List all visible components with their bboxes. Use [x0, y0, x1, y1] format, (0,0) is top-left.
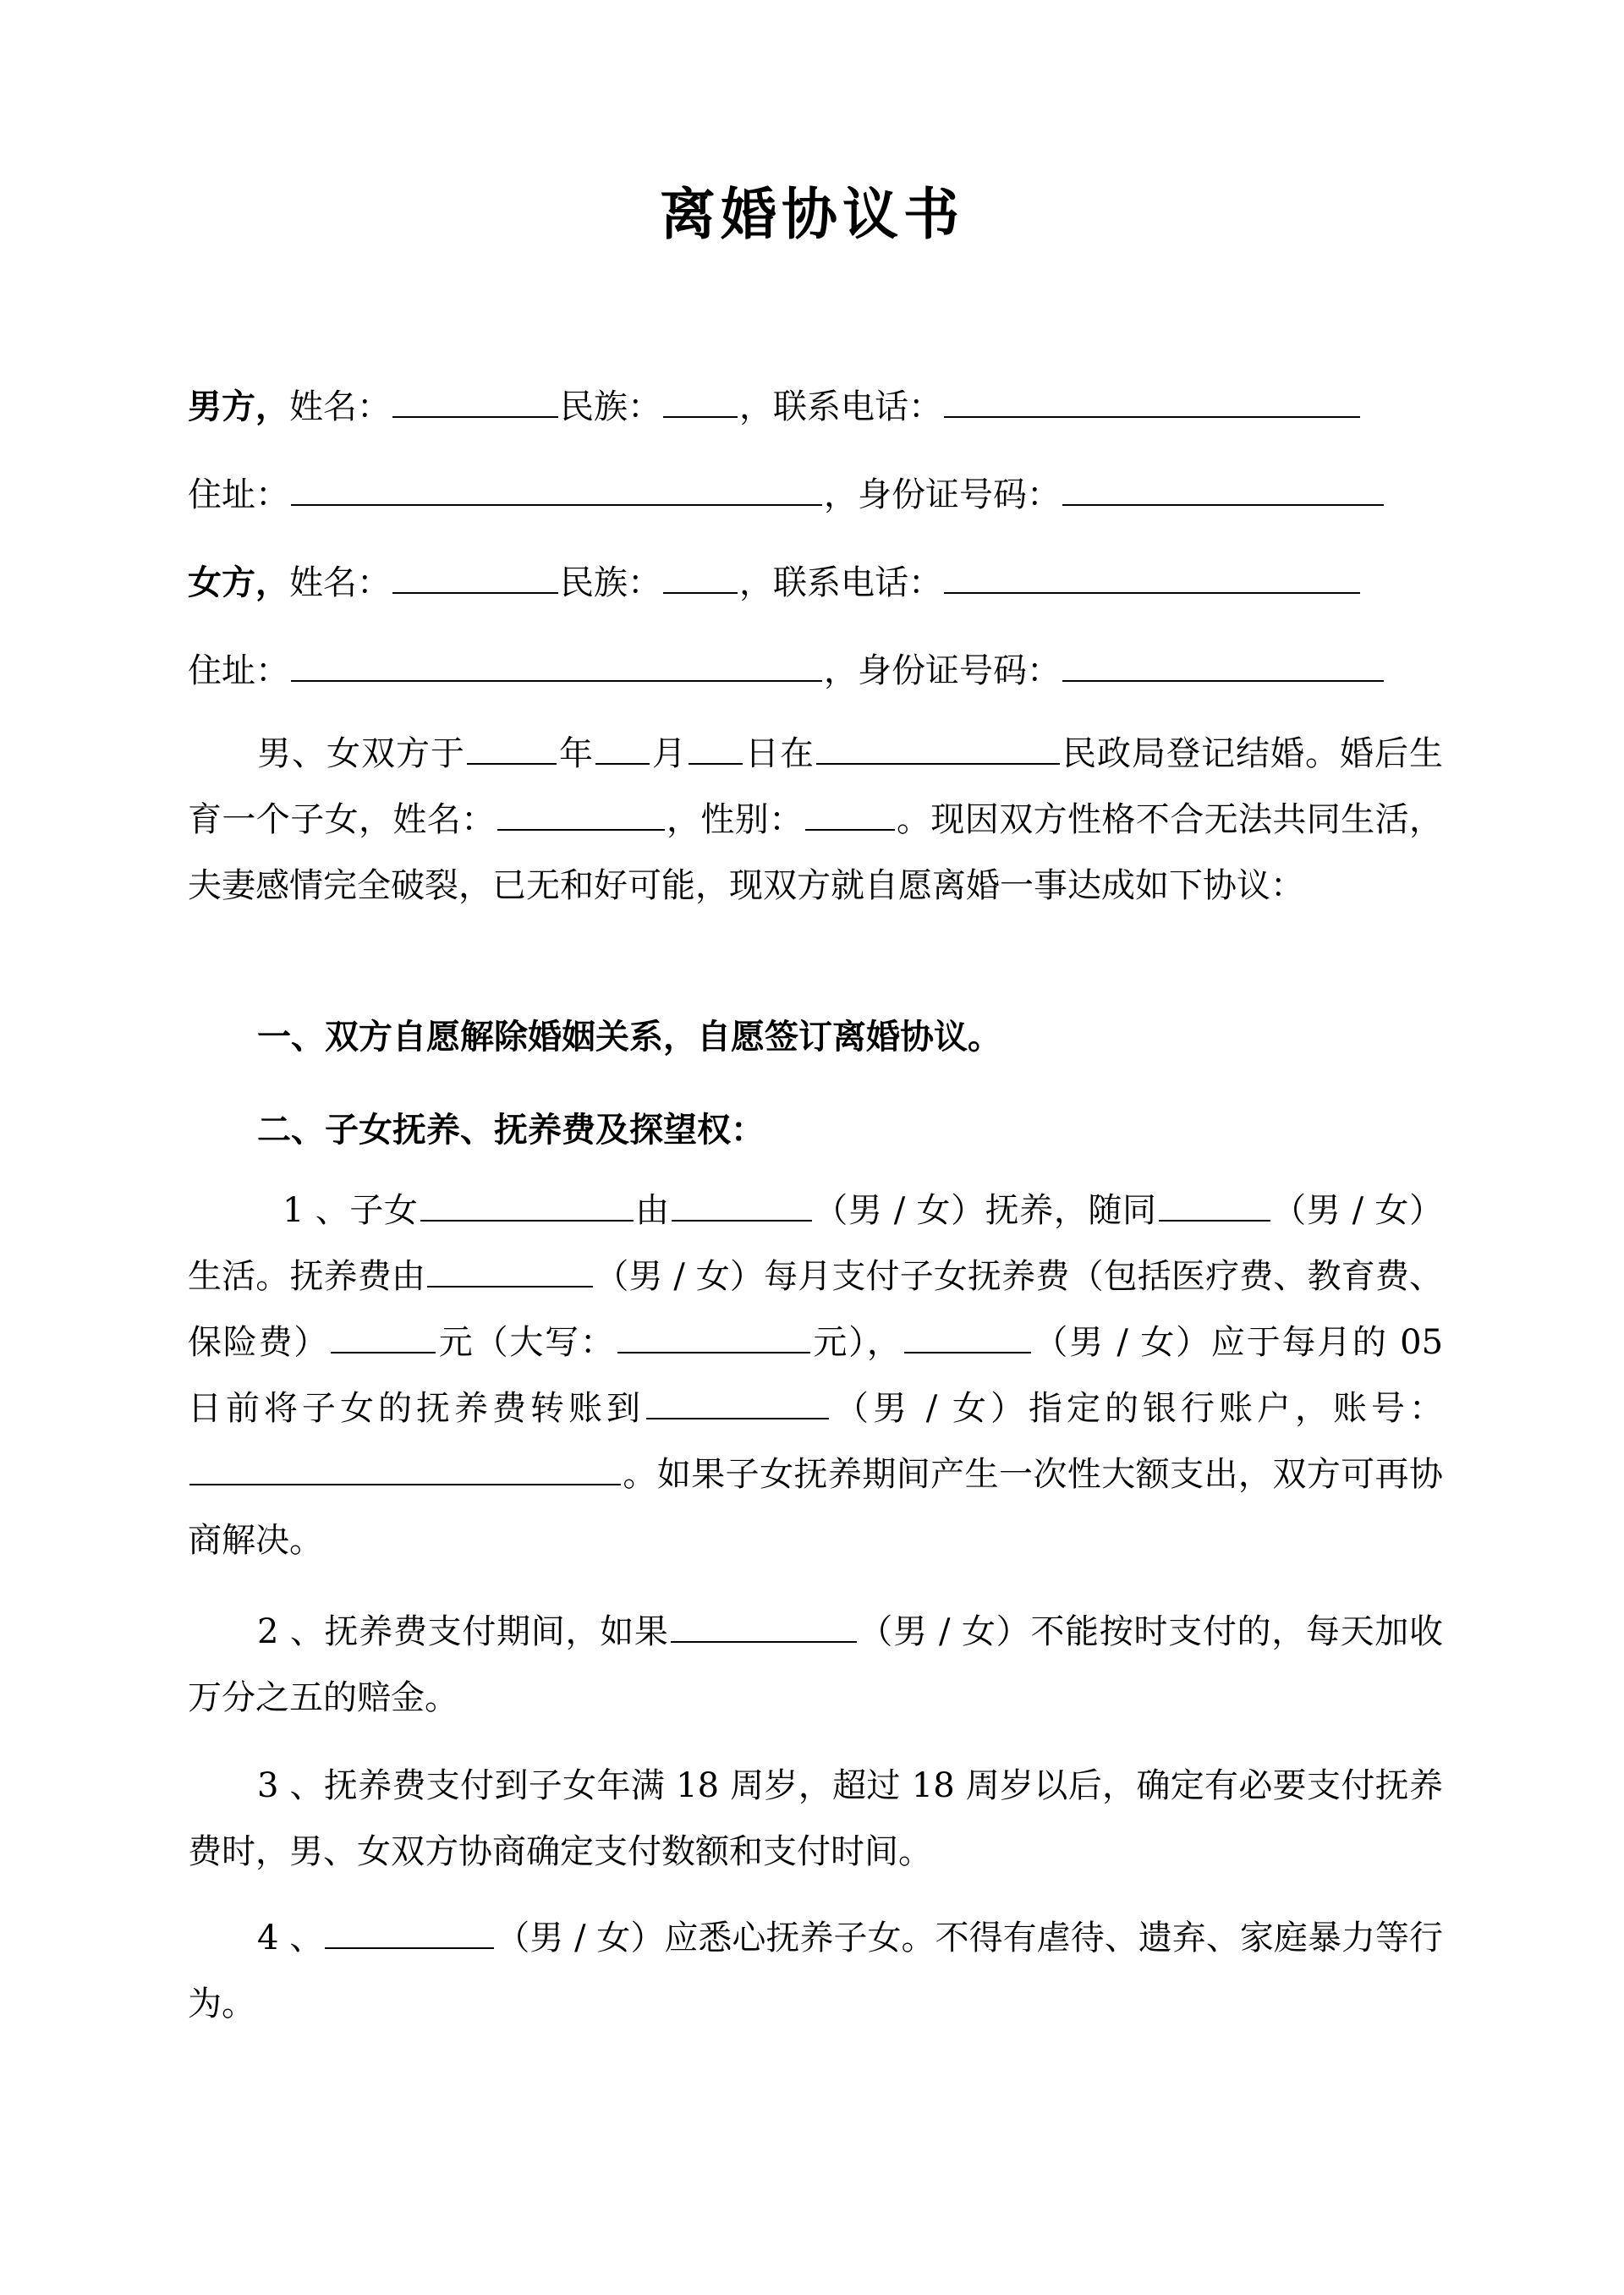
civil-affairs-bureau-field[interactable]	[816, 726, 1060, 765]
male-party-label: 男方，	[188, 387, 289, 426]
page-title: 离婚协议书	[660, 181, 964, 247]
male-phone-field[interactable]	[944, 379, 1360, 418]
item-text: （男 / 女）不能按时支付的，每天加收万分之五的赔金。	[188, 1612, 1444, 1717]
child-gender-field[interactable]	[805, 792, 895, 831]
female-id-label: ，身份证号码：	[824, 651, 1061, 690]
amount-in-words-field[interactable]	[617, 1315, 810, 1353]
marriage-day-field[interactable]	[689, 726, 743, 765]
section-2-item-3: 3 、抚养费支付到子女年满 18 周岁，超过 18 周岁以后，确定有必要支付抚养费时，男、女双方协商确定支付数额和支付时间。	[188, 1766, 1443, 1871]
section-1-heading: 一、双方自愿解除婚姻关系，自愿签订离婚协议。	[257, 1017, 1001, 1057]
item-text: 元），	[811, 1323, 903, 1362]
intro-text: 月	[651, 734, 687, 773]
late-payer-field[interactable]	[671, 1604, 857, 1643]
intro-paragraph	[188, 721, 1443, 919]
male-address-field[interactable]	[291, 467, 822, 506]
intro-text: 。现因双方性格不合无法共同生活，夫妻感情完全破裂，已无和好可能，现双方就自愿离婚一事达成如下协议：	[188, 800, 1444, 905]
female-party-info-row	[188, 555, 1448, 608]
child-field[interactable]	[420, 1183, 634, 1222]
item-text: 4 、	[257, 1919, 324, 1957]
male-name-field[interactable]	[392, 379, 558, 418]
female-name-label: 姓名：	[289, 563, 391, 602]
amount-field[interactable]	[331, 1315, 436, 1353]
male-phone-label: ，联系电话：	[739, 387, 942, 426]
payer-field[interactable]	[427, 1249, 593, 1288]
intro-text: 民政局登记结婚。婚后生育一个子女，姓名：	[188, 734, 1443, 839]
female-address-label: 住址：	[188, 651, 289, 690]
female-party-label: 女方，	[188, 563, 289, 602]
female-name-field[interactable]	[392, 555, 558, 594]
item-text: （男 / 女）每月支付子女抚养费（包括医疗费、教育费、保险费）	[188, 1257, 1444, 1362]
item-text: （男 / 女）抚养，随同	[813, 1191, 1157, 1230]
male-id-field[interactable]	[1062, 467, 1384, 506]
section-2-item-1	[188, 1178, 1443, 1573]
female-ethnicity-field[interactable]	[663, 555, 738, 594]
item-text: 2 、抚养费支付期间，如果	[257, 1612, 669, 1651]
female-party-address-row	[188, 643, 1448, 696]
item-text: （男 / 女）指定的银行账户，账号：	[831, 1389, 1444, 1428]
transferer-field[interactable]	[904, 1315, 1031, 1353]
female-phone-label: ，联系电话：	[739, 563, 942, 602]
intro-text: ，性别：	[666, 800, 804, 839]
item-text: （男 / 女）生活。抚养费由	[188, 1191, 1444, 1296]
female-ethnicity-label: 民族：	[560, 563, 661, 602]
section-2-item-4	[188, 1905, 1443, 2037]
caregiver-field[interactable]	[325, 1910, 494, 1949]
section-2-heading: 二、子女抚养、抚养费及探望权：	[257, 1110, 765, 1150]
item-text: 元（大写：	[437, 1323, 616, 1362]
female-address-field[interactable]	[291, 643, 822, 682]
male-ethnicity-field[interactable]	[663, 379, 738, 418]
child-name-field[interactable]	[497, 792, 665, 831]
item-text: 由	[634, 1191, 670, 1230]
intro-text: 男、女双方于	[257, 734, 465, 773]
living-with-field[interactable]	[1159, 1183, 1270, 1222]
male-address-label: 住址：	[188, 475, 289, 514]
item-text: （男 / 女）应悉心抚养子女。不得有虐待、遗弃、家庭暴力等行为。	[188, 1919, 1444, 2023]
intro-text: 日在	[744, 734, 815, 773]
female-phone-field[interactable]	[944, 555, 1360, 594]
male-id-label: ，身份证号码：	[824, 475, 1061, 514]
item-text: 。如果子女抚养期间产生一次性大额支出，双方可再协商解决。	[188, 1455, 1443, 1560]
female-id-field[interactable]	[1062, 643, 1384, 682]
male-name-label: 姓名：	[289, 387, 391, 426]
item-text: 1 、子女	[283, 1191, 419, 1230]
bank-account-field[interactable]	[189, 1447, 621, 1485]
recipient-field[interactable]	[646, 1381, 829, 1419]
male-party-address-row	[188, 467, 1448, 520]
item-text: （男 / 女）应于每月的 05 日前将子女的抚养费转账到	[188, 1323, 1444, 1428]
male-ethnicity-label: 民族：	[560, 387, 661, 426]
marriage-month-field[interactable]	[595, 726, 650, 765]
section-2-item-2	[188, 1599, 1443, 1731]
intro-text: 年	[558, 734, 594, 773]
male-party-info-row	[188, 379, 1448, 432]
custodian-field[interactable]	[672, 1183, 812, 1222]
marriage-year-field[interactable]	[467, 726, 557, 765]
